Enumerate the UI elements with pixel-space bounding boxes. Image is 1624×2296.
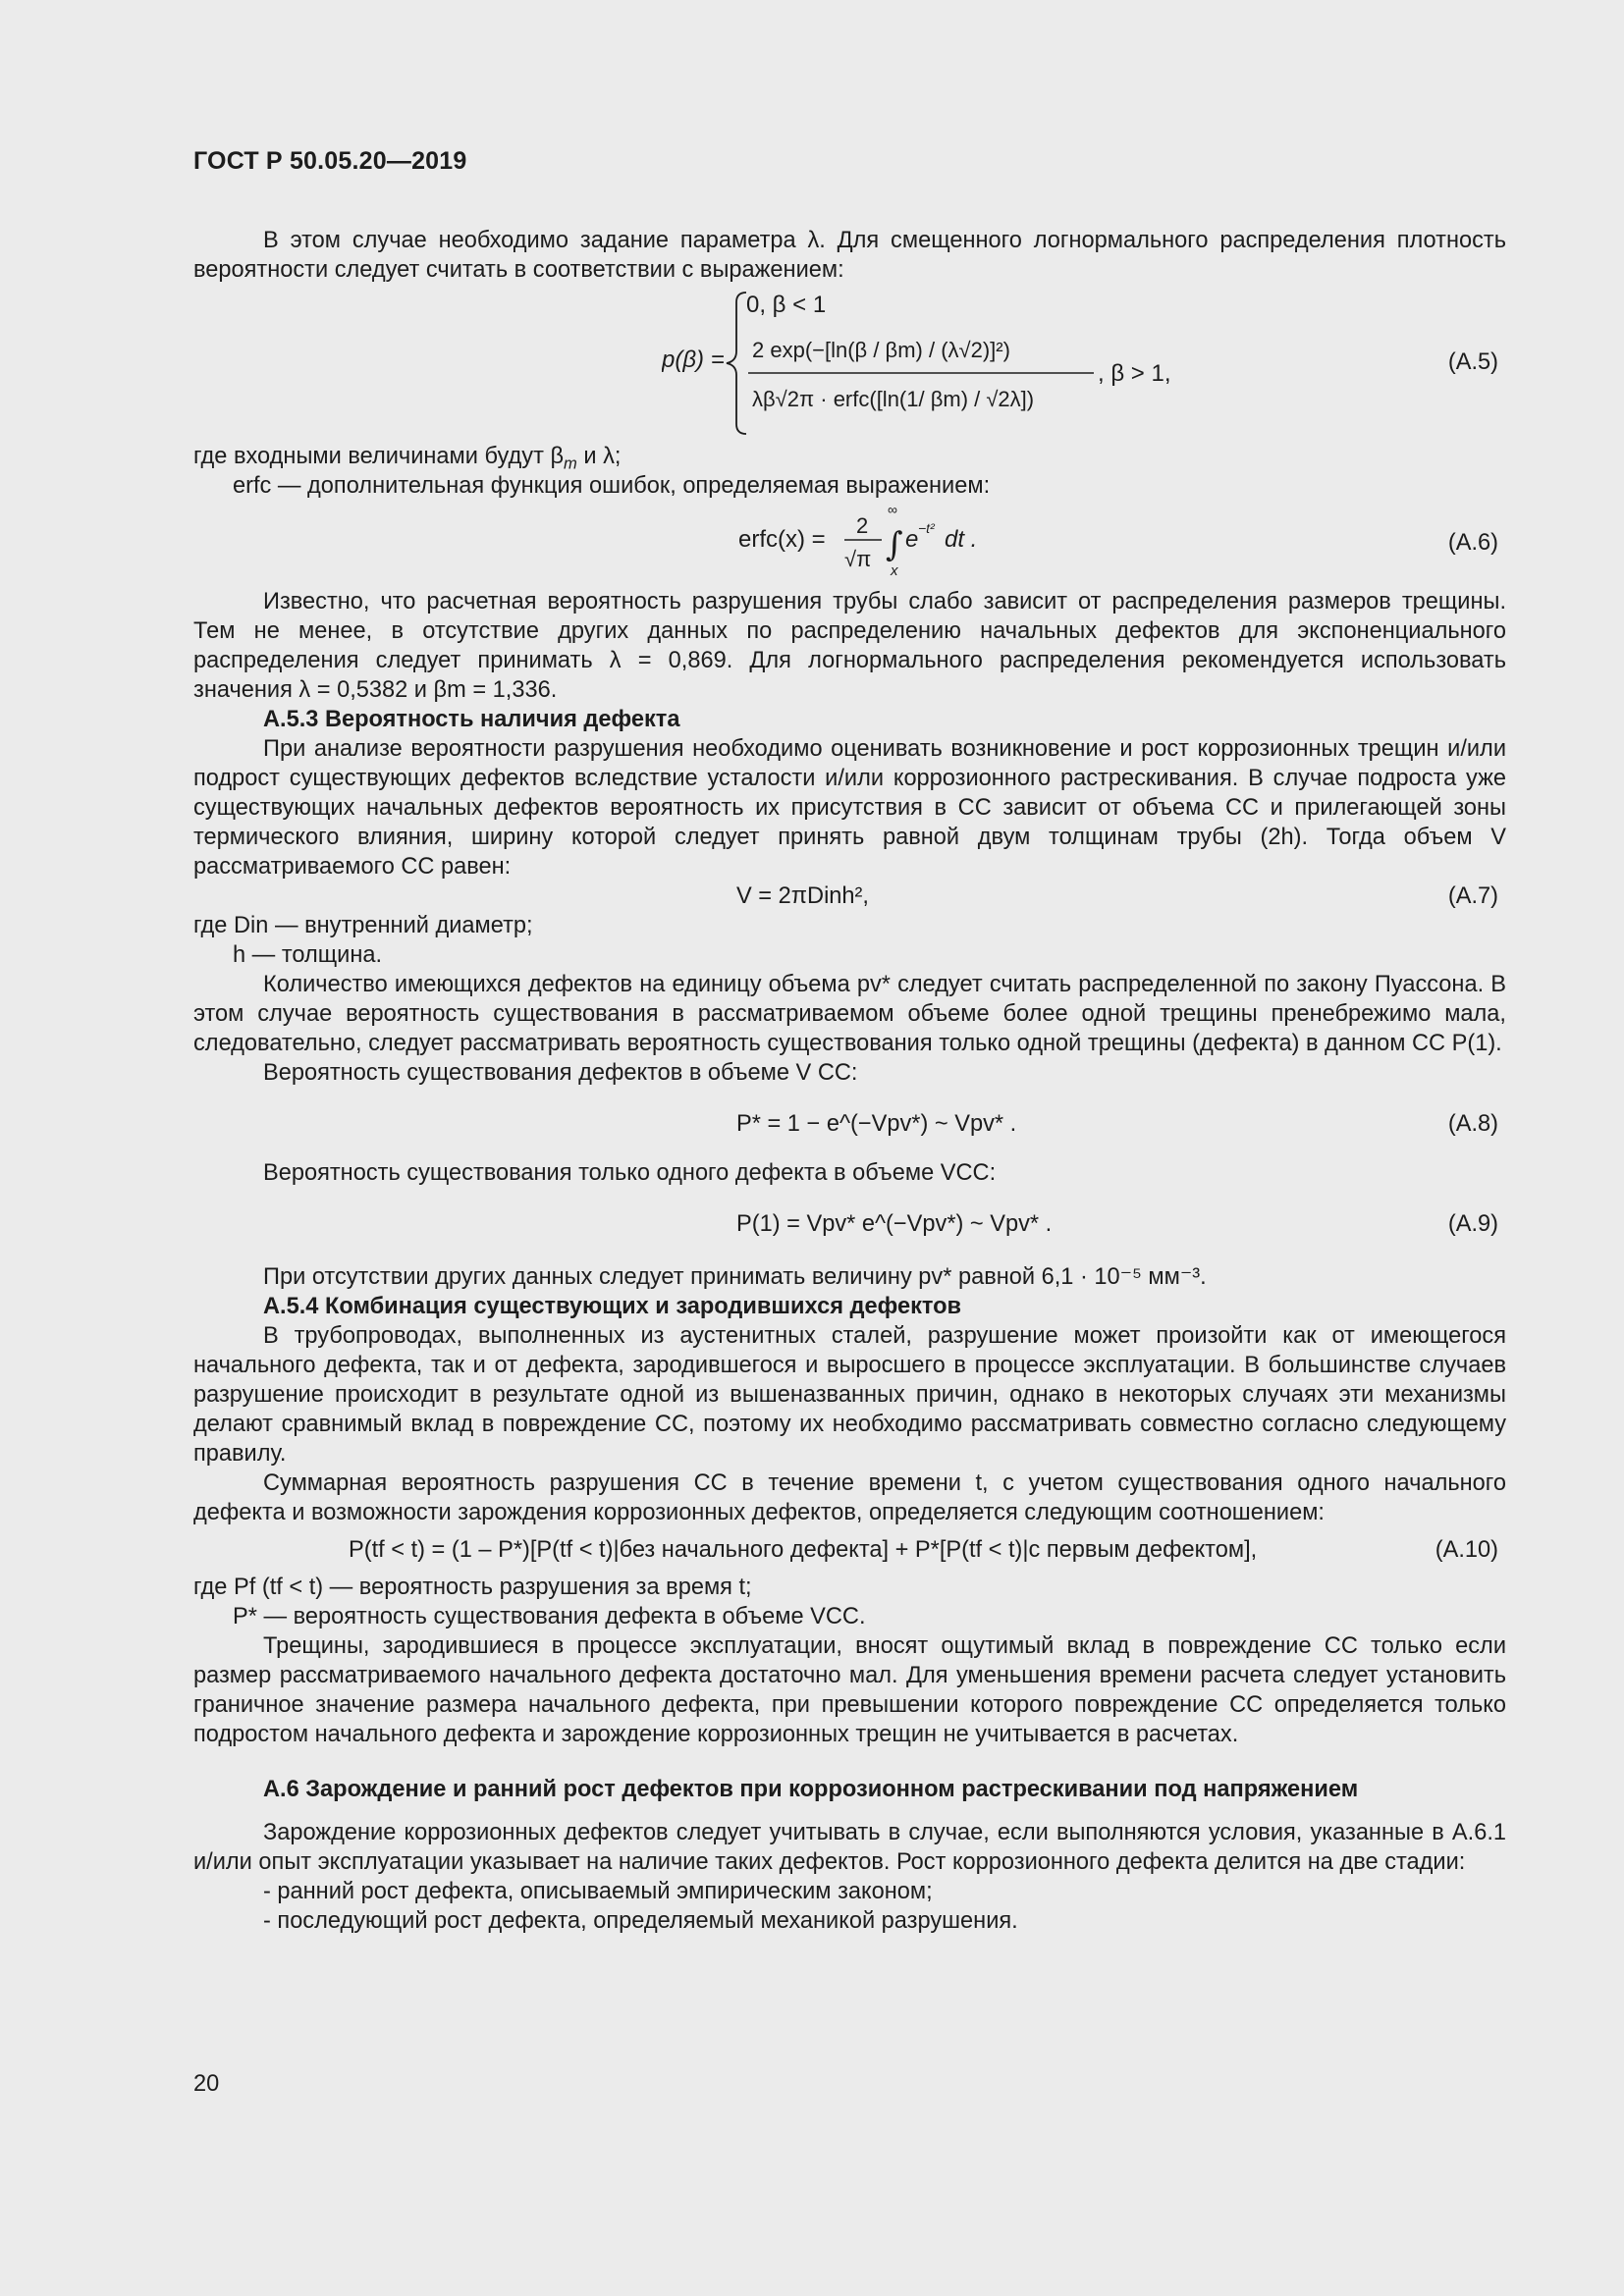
equation-a10-body: P(tf < t) = (1 – P*)[P(tf < t)|без начального дефекта] + P*[P(tf < t)|с первым дефектом], <box>349 1537 1258 1563</box>
paragraph-austenitic-steels: В трубопроводах, выполненных из аустенитных сталей, разрушение может произойти как от имеющегося начального дефекта, так и от дефекта, зародившегося и выросшего в процессе эксплуатации. В большинстве случаев разрушение происходит в результате одной из вышеназванных причин, однако в некоторых случаях эти механизмы делают сравнимый вклад в повреждение СС, поэтому их необходимо рассматривать совместно согласно следующему правилу. <box>193 1323 1506 1467</box>
equation-a8-body: P* = 1 − e^(−Vpv*) ~ Vpv* . <box>736 1111 1017 1137</box>
paragraph-initiated-cracks: Трещины, зародившиеся в процессе эксплуатации, вносят ощутимый вклад в повреждение СС только если размер рассматриваемого начального дефекта достаточно мал. Для уменьшения времени расчета следует установить граничное значение размера начального дефекта, при превышении которого повреждение СС определяется только подростом начального дефекта и зарождение коррозионных трещин не учитывается в расчетах. <box>193 1633 1506 1747</box>
equation-a9-body: P(1) = Vpv* e^(−Vpv*) ~ Vpv* . <box>736 1211 1053 1237</box>
list-item: - ранний рост дефекта, описываемый эмпирическим законом; <box>263 1879 933 1904</box>
equation-a9 <box>193 1188 1506 1262</box>
paragraph-corrosion-initiation: Зарождение коррозионных дефектов следует учитывать в случае, если выполняются условия, указанные в А.6.1 и/или опыт эксплуатации указывает на наличие таких дефектов. Рост коррозионного дефекта делится на две стадии: <box>193 1820 1506 1875</box>
paragraph-total-probability: Суммарная вероятность разрушения СС в течение времени t, с учетом существования одного начального дефекта и возможности зарождения коррозионных дефектов, определяется следующим соотношением: <box>193 1470 1506 1525</box>
equation-a10 <box>193 1527 1506 1573</box>
equation-a6-formula <box>738 501 994 581</box>
a5-numerator: 2 exp(−[ln(β / βm) / (λ√2)]²) <box>752 338 1010 362</box>
equation-a7 <box>193 881 1506 911</box>
integral-icon: ∫ <box>886 525 903 564</box>
beta-symbol: β <box>550 444 565 469</box>
equation-a6 <box>193 501 1506 581</box>
paragraph-existence-probability: Вероятность существования дефектов в объеме V СС: <box>263 1060 858 1086</box>
list-item: - последующий рост дефекта, определяемый механикой разрушения. <box>263 1908 1018 1934</box>
a6-lhs: erfc(x) = <box>738 526 826 553</box>
paragraph-lambda-values: Известно, что расчетная вероятность разрушения трубы слабо зависит от распределения размеров трещины. Тем не менее, в отсутствие других данных по распределению начальных дефектов для экспоненциального распределения следует принимать λ = 0,869. Для логнормального распределения рекомендуется использовать значения λ = 0,5382 и βm = 1,336. <box>193 589 1506 703</box>
equation-a7-body: V = 2πDinh², <box>736 883 869 909</box>
a6-exponent: −t² <box>918 520 935 536</box>
equation-a5-formula <box>662 285 1369 442</box>
a6-numerator: 2 <box>856 513 869 538</box>
where-existence-probability: P* — вероятность существования дефекта в объеме VСС. <box>233 1604 866 1629</box>
a6-tail: dt . <box>945 526 978 553</box>
page-number: 20 <box>193 2071 220 2097</box>
paragraph-poisson: Количество имеющихся дефектов на единицу объема pv* следует считать распределенной по закону Пуассона. В этом случае вероятность существования в рассматриваемом объеме более одной трещины пренебрежимо мала, следовательно, следует рассматривать вероятность существования только одной трещины (дефекта) в данном СС P(1). <box>193 972 1506 1056</box>
equation-a9-number: (A.9) <box>1447 1211 1498 1237</box>
page-content <box>193 226 1506 1936</box>
equation-a10-number: (A.10) <box>1435 1537 1498 1563</box>
where-thickness: h — толщина. <box>233 942 383 968</box>
section-a53-heading: А.5.3 Вероятность наличия дефекта <box>263 707 680 732</box>
erfc-definition: erfc — дополнительная функция ошибок, определяемая выражением: <box>233 473 991 499</box>
paragraph-defect-presence: При анализе вероятности разрушения необходимо оценивать возникновение и рост коррозионных трещин и/или подрост существующих дефектов вследствие усталости и/или коррозионного растрескивания. В случае подроста уже существующих начальных дефектов вероятность их присутствия в СС зависит от объема СС и прилегающей зоны термического влияния, ширину которой следует принять равной двум толщинам трубы (2h). Тогда объем V рассматриваемого СС равен: <box>193 736 1506 880</box>
equation-a6-body <box>738 501 994 589</box>
section-a6-heading: А.6 Зарождение и ранний рост дефектов при коррозионном растрескивании под напряжением <box>263 1777 1359 1802</box>
equation-a5-body <box>662 285 1369 450</box>
equation-a6-number: (A.6) <box>1447 530 1498 556</box>
section-a54-heading: А.5.4 Комбинация существующих и зародившихся дефектов <box>263 1294 962 1319</box>
beta-subscript: m <box>564 454 577 473</box>
a6-denominator: √π <box>844 547 872 571</box>
where-inner-diameter: где Din — внутренний диаметр; <box>193 913 533 938</box>
a6-lower-limit: x <box>891 562 898 579</box>
where-inputs-suffix: и λ; <box>576 444 622 469</box>
a5-denominator: λβ√2π · erfc([ln(1/ βm) / √2λ]) <box>752 387 1035 411</box>
equation-a7-number: (A.7) <box>1447 883 1498 909</box>
standard-code-header: ГОСТ Р 50.05.20—2019 <box>193 147 467 175</box>
paragraph-intro: В этом случае необходимо задание параметра λ. Для смещенного логнормального распределения плотность вероятности следует считать в соответствии с выражением: <box>193 228 1506 283</box>
equation-a5 <box>193 285 1506 442</box>
where-inputs-prefix: где входными величинами будут <box>193 444 551 469</box>
a5-lhs: p(β) = <box>662 347 725 373</box>
equation-a8 <box>193 1088 1506 1158</box>
equation-a5-number: (A.5) <box>1447 349 1498 375</box>
where-failure-probability: где Pf (tf < t) — вероятность разрушения за время t; <box>193 1575 752 1600</box>
paragraph-single-defect: Вероятность существования только одного дефекта в объеме VСС: <box>263 1160 997 1186</box>
a6-upper-limit: ∞ <box>888 502 897 517</box>
a5-case1: 0, β < 1 <box>746 292 827 318</box>
paragraph-default-density: При отсутствии других данных следует принимать величину pv* равной 6,1 · 10⁻⁵ мм⁻³. <box>263 1264 1207 1290</box>
a6-integrand: e <box>905 526 919 553</box>
a5-condition2: , β > 1, <box>1098 360 1171 387</box>
equation-a8-number: (A.8) <box>1447 1111 1498 1137</box>
